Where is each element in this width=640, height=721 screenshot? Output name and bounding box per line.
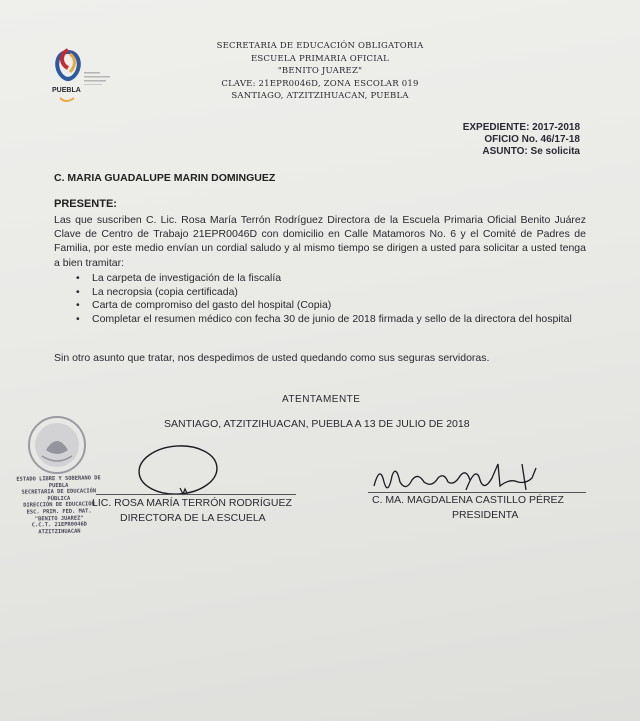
letterhead-line: ESCUELA PRIMARIA OFICIAL: [251, 53, 389, 64]
puebla-logo-icon: [48, 46, 88, 116]
list-item: • La carpeta de investigación de la fiscalía: [76, 272, 586, 286]
signer-name-right: C. MA. MAGDALENA CASTILLO PÉREZ: [372, 494, 564, 506]
logo-wordmark: PUEBLA: [52, 87, 81, 94]
stamp-line: ATZITZIHUACAN: [38, 528, 81, 536]
recipient-name: C. MARIA GUADALUPE MARIN DOMINGUEZ: [54, 172, 276, 184]
asunto-line: ASUNTO: Se solicita: [482, 146, 580, 157]
letterhead-line: SECRETARIA DE EDUCACIÓN OBLIGATORIA: [216, 41, 424, 51]
atentamente: ATENTAMENTE: [282, 394, 361, 405]
file-reference: [463, 122, 580, 158]
list-item: • La necropsia (copia certificada): [76, 286, 586, 300]
signer-role-left: DIRECTORA DE LA ESCUELA: [120, 512, 266, 524]
stamp-line: "BENITO JUAREZ": [34, 515, 84, 522]
stamp-line: ESC. PRIM. FED. MAT.: [26, 508, 92, 516]
signer-name-left: LIC. ROSA MARÍA TERRÓN RODRÍGUEZ: [92, 497, 292, 509]
stamp-line: DIRECCIÓN DE EDUCACIÓN: [23, 501, 95, 509]
letterhead: [190, 40, 450, 103]
signature-line-left: [96, 494, 296, 495]
logo-side-lines: [84, 70, 124, 92]
list-item: • Carta de compromiso del gasto del hospital (Copia): [76, 299, 586, 313]
request-list: [76, 272, 586, 326]
expediente-line: EXPEDIENTE: 2017-2018: [462, 122, 580, 133]
official-seal-icon: [24, 414, 90, 476]
stamp-line: C.C.T. 21EPR0046D: [31, 521, 87, 529]
oficio-line: OFICIO No. 46/17-18: [484, 134, 580, 145]
stamp-line: SECRETARIA DE EDUCACIÓN PÚBLICA: [21, 488, 97, 502]
closing-sentence: Sin otro asunto que tratar, nos despedimos de usted quedando como sus seguras servidoras.: [54, 352, 490, 364]
school-stamp: [13, 475, 104, 536]
list-item: • Completar el resumen médico con fecha 30 de junio de 2018 firmada y sello de la directora del hospital: [76, 313, 586, 327]
stamp-line: ESTADO LIBRE Y SOBERANO DE PUEBLA: [16, 475, 101, 489]
greeting: PRESENTE:: [54, 198, 117, 210]
letterhead-line: CLAVE: 21EPR0046D, ZONA ESCOLAR 019: [221, 78, 419, 89]
place-and-date: SANTIAGO, ATZITZIHUACAN, PUEBLA A 13 DE JULIO DE 2018: [164, 418, 470, 430]
letterhead-line: SANTIAGO, ATZITZIHUACAN, PUEBLA: [231, 91, 409, 101]
letterhead-line: "BENITO JUAREZ": [277, 66, 363, 76]
signature-line-right: [368, 492, 586, 493]
body-paragraph: Las que suscriben C. Lic. Rosa María Terrón Rodríguez Directora de la Escuela Primaria Oficial Benito Juárez Clave de Centro de Trabajo 21EPR0046D con domicilio en Calle Matamoros No. 6 y el Comité de Padres de Familia, por este medio envían un cordial saludo y al mismo tiempo se dirigen a usted para solicitar a usted tenga a bien tramitar:: [54, 214, 586, 269]
signer-role-right: PRESIDENTA: [452, 509, 519, 521]
